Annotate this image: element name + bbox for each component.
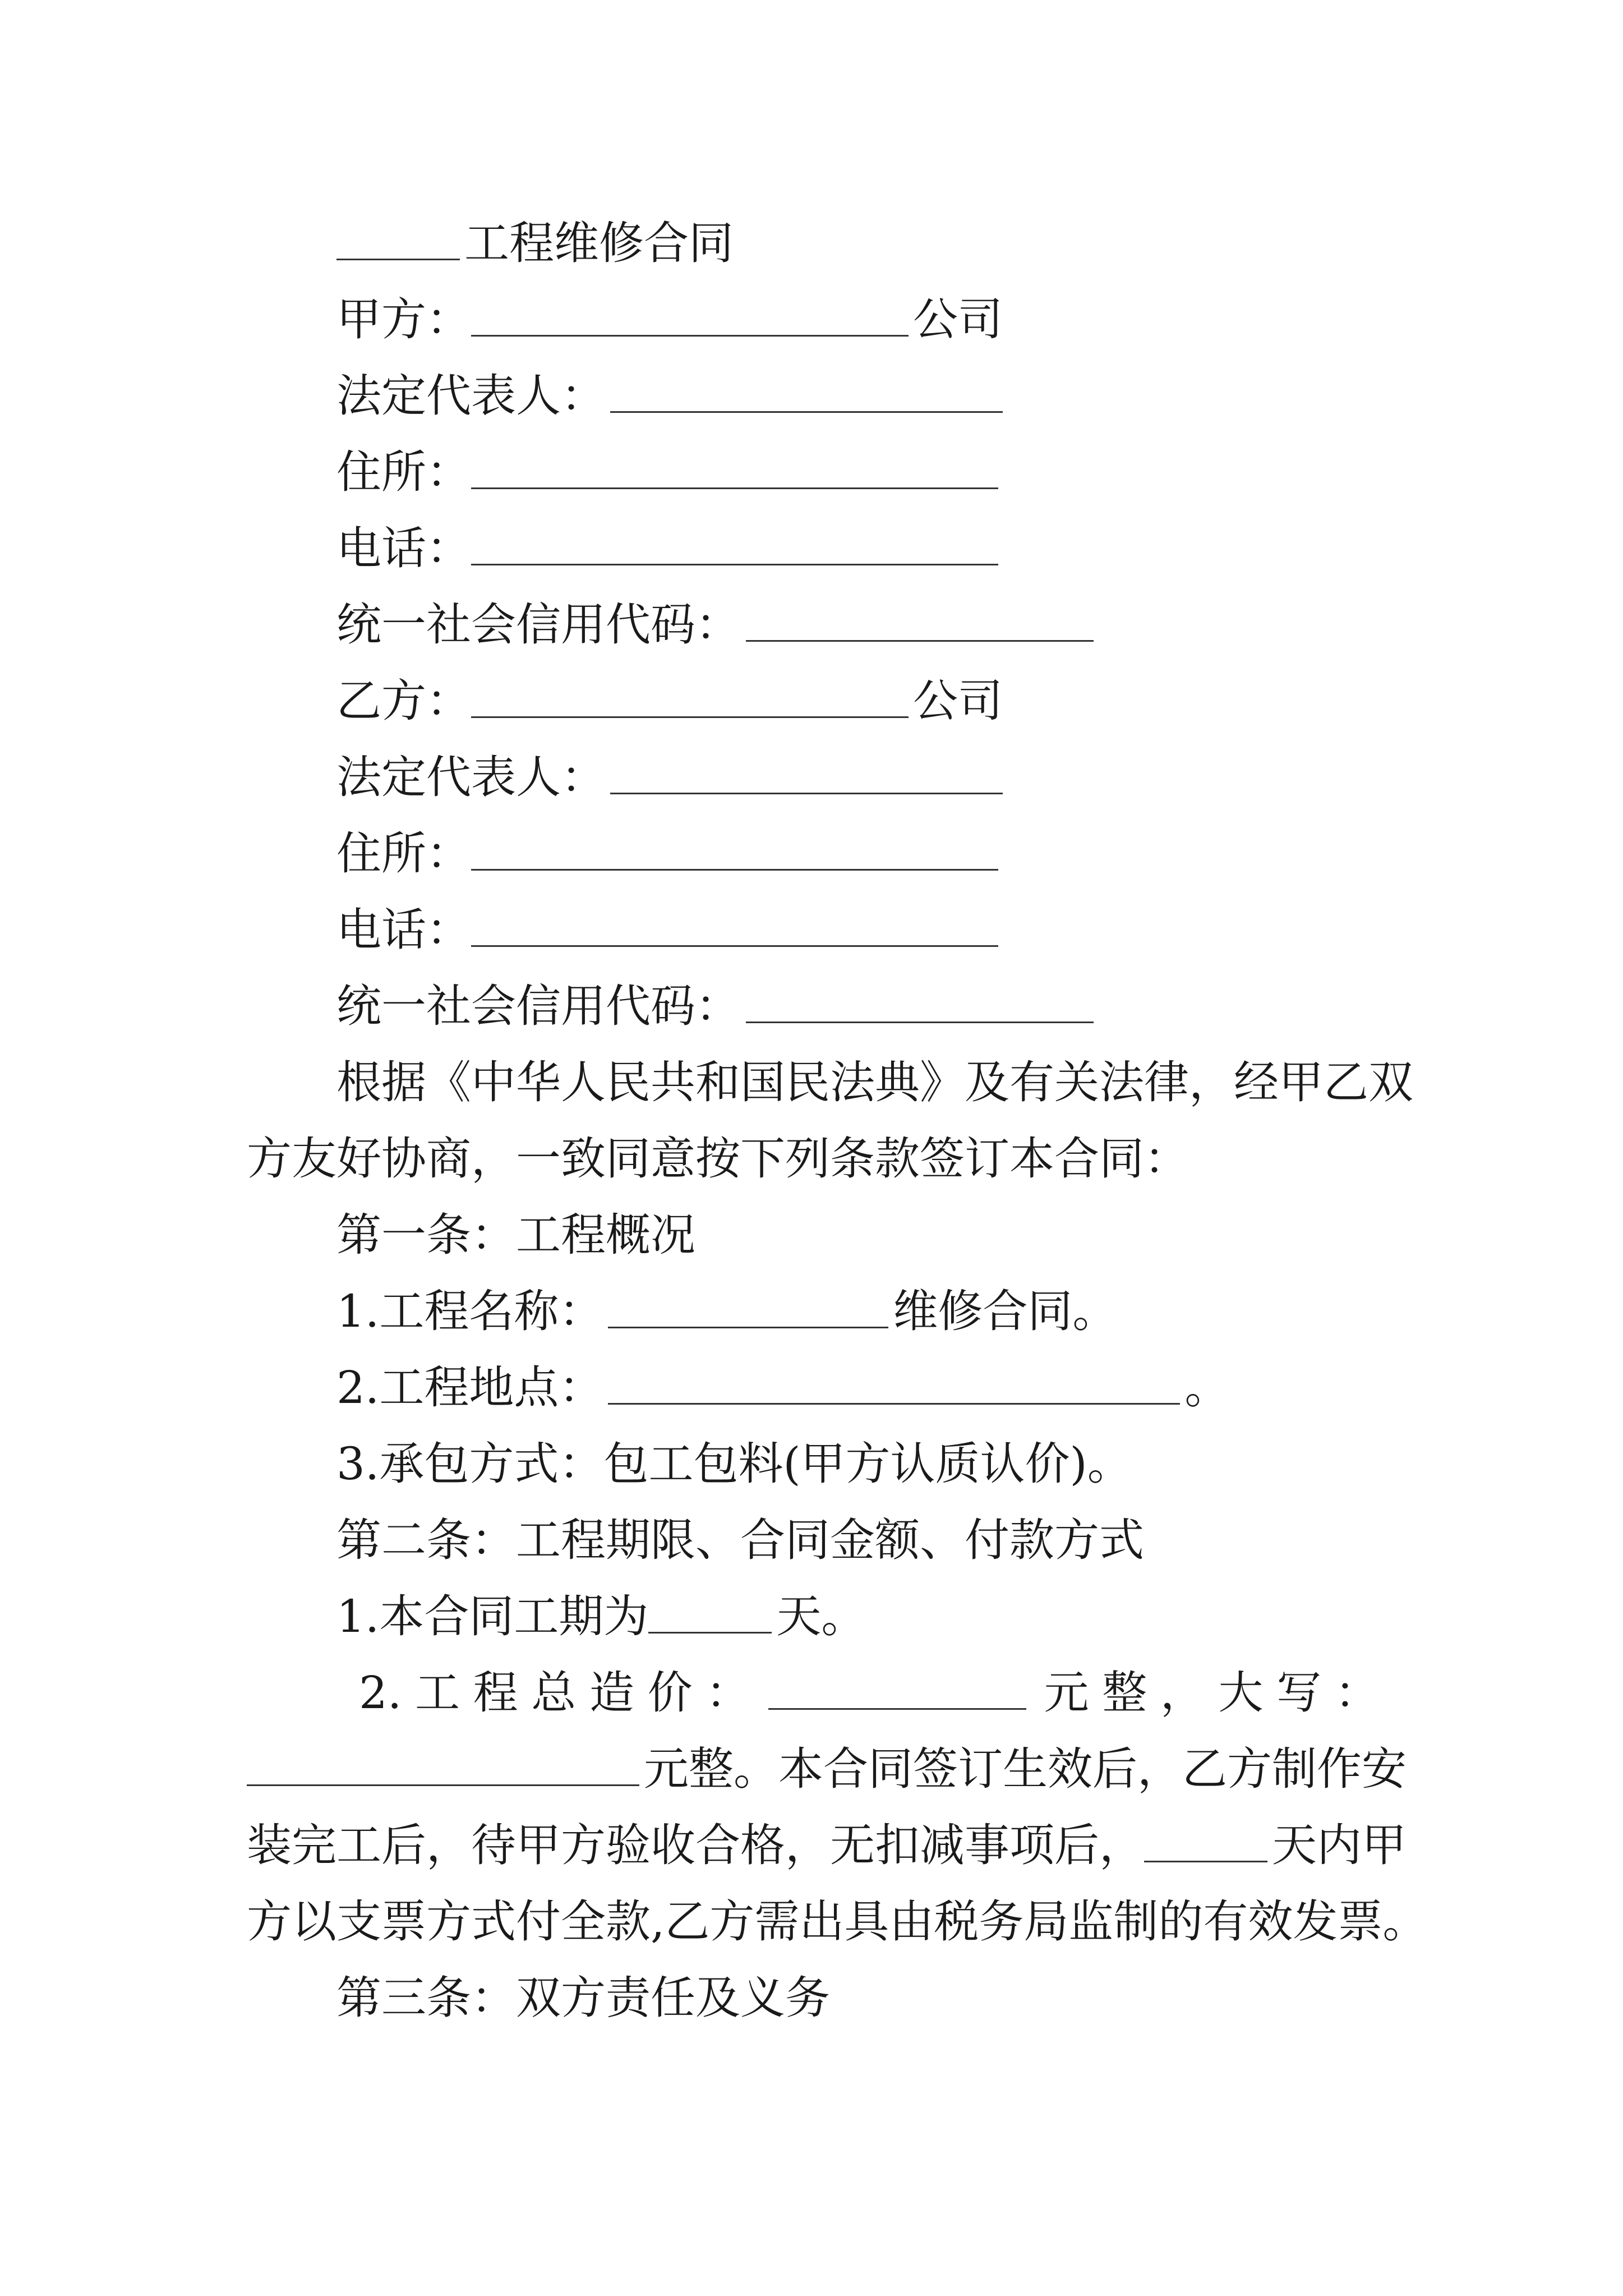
article1-item2-label: 2.工程地点： — [336, 1361, 604, 1414]
article1-item1-label: 1.工程名称： — [336, 1285, 604, 1337]
article3-heading-text: 第三条：双方责任及义务 — [336, 1972, 830, 2024]
party-b-line — [336, 674, 1003, 728]
party-a-rep-line — [336, 369, 1007, 423]
contract-title — [336, 217, 734, 270]
article2-line3-suffix: 天内甲 — [1272, 1819, 1407, 1871]
party-b-blank — [471, 685, 909, 718]
price-char: 程 — [473, 1667, 518, 1719]
party-a-phone-blank — [471, 532, 998, 565]
intro-line-1 — [336, 1056, 1413, 1110]
article1-item1 — [336, 1285, 1117, 1338]
article2-line2-suffix: 元整。本合同签订生效后，乙方制作安 — [644, 1743, 1407, 1795]
party-b-label: 乙方： — [336, 675, 471, 727]
price-char: ， — [1160, 1667, 1205, 1719]
project-location-blank — [608, 1372, 1180, 1405]
article2-item1-prefix: 1.本合同工期为 — [336, 1590, 649, 1642]
article2-item1 — [336, 1590, 866, 1644]
party-b-suffix: 公司 — [913, 675, 1003, 727]
price-char: 总 — [531, 1667, 577, 1719]
party-a-addr-label: 住所： — [336, 446, 471, 498]
article1-item2 — [336, 1361, 1229, 1415]
article1-item2-suffix: 。 — [1184, 1361, 1230, 1414]
party-b-phone-blank — [471, 914, 998, 947]
party-a-addr-blank — [471, 456, 998, 489]
party-a-label: 甲方： — [336, 293, 471, 346]
party-b-phone-label: 电话： — [336, 904, 471, 956]
price-char: 工 — [414, 1667, 460, 1719]
article1-item1-suffix: 维修合同。 — [893, 1285, 1118, 1337]
intro-text-1: 根据《中华人民共和国民法典》及有关法律，经甲乙双 — [336, 1056, 1413, 1108]
party-a-addr-line — [336, 445, 1003, 499]
article2-line4-text: 方以支票方式付全款,乙方需出具由税务局监制的有效发票。 — [247, 1895, 1428, 1948]
duration-days-blank — [648, 1600, 772, 1634]
price-char: 元 — [1044, 1667, 1089, 1719]
price-capital-blank — [247, 1753, 639, 1786]
price-char: ： — [1334, 1667, 1380, 1719]
article2-line3-prefix: 装完工后，待甲方验收合格，无扣减事项后， — [247, 1819, 1144, 1871]
party-b-rep-line — [336, 751, 1007, 804]
price-char: ： — [706, 1667, 751, 1719]
price-char: 价 — [647, 1667, 693, 1719]
article1-heading — [336, 1208, 695, 1262]
party-b-rep-blank — [610, 761, 1003, 794]
article1-heading-text: 第一条：工程概况 — [336, 1209, 695, 1261]
article2-heading-text: 第二条：工程期限、合同金额、付款方式 — [336, 1514, 1144, 1566]
article3-heading — [336, 1971, 830, 2025]
party-a-credit-blank — [746, 609, 1094, 642]
article2-item2-line2 — [247, 1742, 1407, 1796]
article2-item2-line1 — [359, 1666, 1380, 1720]
price-char: 2. — [359, 1667, 402, 1719]
price-char: 整 — [1102, 1667, 1147, 1719]
party-b-rep-label: 法定代表人： — [336, 751, 606, 803]
party-b-addr-label: 住所： — [336, 827, 471, 880]
party-b-addr-blank — [471, 838, 998, 871]
party-a-credit-label: 统一社会信用代码： — [336, 599, 740, 651]
party-a-phone-line — [336, 522, 1003, 576]
party-b-addr-line — [336, 827, 1003, 881]
article2-item1-suffix: 天。 — [776, 1590, 866, 1642]
party-a-line — [336, 293, 1003, 347]
title-blank — [336, 227, 460, 260]
party-a-rep-blank — [610, 380, 1003, 413]
intro-line-2 — [247, 1132, 1189, 1186]
party-a-blank — [471, 303, 909, 337]
party-b-credit-label: 统一社会信用代码： — [336, 980, 740, 1032]
price-char: 写 — [1276, 1667, 1322, 1719]
title-text: 工程维修合同 — [464, 217, 734, 269]
project-name-blank — [608, 1295, 888, 1328]
article1-item3 — [336, 1437, 1132, 1491]
intro-text-2: 方友好协商，一致同意按下列条款签订本合同： — [247, 1133, 1189, 1185]
price-char: 大 — [1218, 1667, 1264, 1719]
party-a-credit-line — [336, 598, 1098, 652]
party-a-rep-label: 法定代表人： — [336, 370, 606, 422]
payment-days-blank — [1144, 1829, 1267, 1862]
total-price-blank — [768, 1677, 1026, 1710]
article2-item2-line4 — [247, 1895, 1427, 1949]
party-b-credit-blank — [746, 990, 1094, 1023]
party-b-phone-line — [336, 903, 1003, 957]
party-a-suffix: 公司 — [913, 293, 1003, 346]
party-b-credit-line — [336, 979, 1098, 1033]
party-a-phone-label: 电话： — [336, 522, 471, 574]
article2-heading — [336, 1513, 1144, 1567]
article2-item2-line3 — [247, 1819, 1407, 1872]
article1-item3-text: 3.承包方式：包工包料(甲方认质认价)。 — [336, 1438, 1132, 1490]
price-char: 造 — [589, 1667, 634, 1719]
